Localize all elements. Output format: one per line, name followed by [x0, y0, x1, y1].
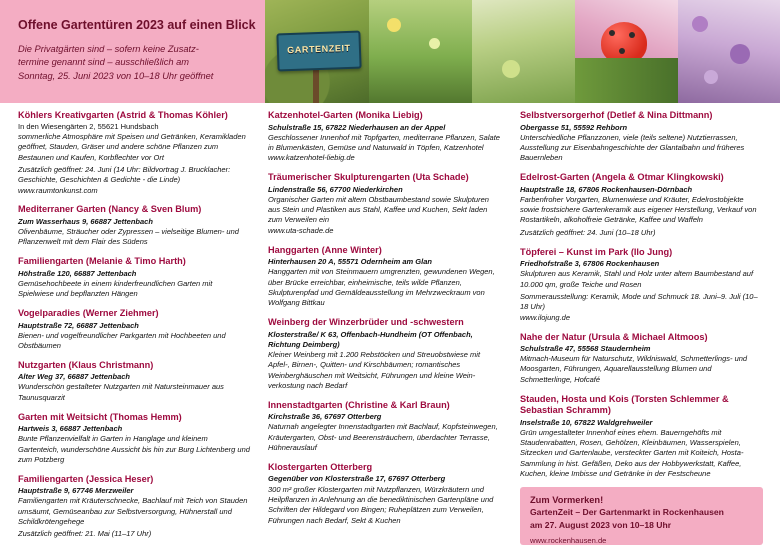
- garden-title: [18, 110, 250, 122]
- garden-title: [268, 245, 500, 257]
- header-text-block: [18, 18, 258, 83]
- garden-title: [18, 204, 250, 216]
- garden-entry: [268, 317, 500, 391]
- garden-entry: [18, 474, 250, 540]
- garden-address: Hartweis 3, 66887 Jettenbach: [18, 424, 123, 434]
- header-subtitle-line1: Die Privatgärten sind – sofern keine Zusatz-: [18, 43, 199, 54]
- garden-name: Töpferei – Kunst im Park: [520, 246, 629, 257]
- garden-description: Skulpturen aus Keramik, Stahl und Holz unter altem Baumbestand auf 10.000 qm, große Teiche und Rosen: [520, 269, 754, 289]
- header-subtitle-line2: termine genannt sind – ausschließlich am: [18, 57, 190, 68]
- garden-description: Kleiner Weinberg mit 1.200 Rebstöcken und Streuobstwiese mit Apfel-, Birnen-, Quitten- und Kirschbäumen; romantisches Weinberghäuschen mit Weitsicht, Führungen und kleine Weinverkostung nach Bedarf: [268, 349, 481, 390]
- garden-name: Innenstadtgarten: [268, 399, 343, 410]
- garden-owner: (Monika Liebig): [355, 110, 423, 120]
- garden-title: [18, 360, 250, 372]
- save-the-date-link[interactable]: www.rockenhausen.de: [530, 536, 607, 546]
- garden-entry: [18, 412, 250, 466]
- garden-address: Obergasse 51, 55592 Rehborn: [520, 122, 628, 132]
- garden-title: [18, 308, 250, 320]
- photo-green-garden: [369, 0, 472, 103]
- content-columns: [0, 103, 780, 552]
- garden-owner: (Melanie & Timo Harth): [85, 256, 186, 267]
- garden-entry: [18, 256, 250, 299]
- garden-name: Selbstversorgerhof: [520, 110, 605, 120]
- garden-owner: (Astrid & Thomas Köhler): [116, 110, 228, 120]
- garden-owner: (Thomas Hemm): [109, 411, 182, 422]
- page-title: Offene Gartentüren 2023 auf einen Blick: [18, 18, 256, 32]
- flower-dab: [387, 18, 401, 32]
- garden-name: Klostergarten Otterberg: [268, 461, 373, 472]
- garden-entry: [268, 462, 500, 526]
- flower-dab: [692, 16, 708, 32]
- garden-address: Friedhofstraße 3, 67806 Rockenhausen: [520, 259, 660, 269]
- garden-entry: [520, 247, 763, 323]
- garden-description: 300 m² großer Klostergarten mit Nutzpflanzen, Würzkräutern und Heilpflanzen in Anlehnung an die benediktinischen Gartenpläne und Schriften der Hildegard von Bingen; Ruheplätzen zum Verweilen, Führungen nach Bedarf, Sekt & Kuchen: [268, 484, 494, 525]
- garden-name: Köhlers Kreativgarten: [18, 110, 114, 120]
- garden-address: Hauptstraße 72, 66887 Jettenbach: [18, 320, 139, 330]
- garden-name: Stauden, Hosta und Kois: [520, 393, 629, 404]
- garden-entry: [268, 172, 500, 236]
- garden-address: Höhstraße 120, 66887 Jettenbach: [18, 268, 137, 278]
- garden-name: Träumerischer Skulpturengarten: [268, 172, 410, 183]
- column-2: [268, 110, 500, 534]
- garden-website[interactable]: www.katzenhotel-liebig.de: [268, 153, 355, 163]
- garden-title: [520, 247, 763, 259]
- garden-description: sommerliche Atmosphäre mit Speisen und Getränken, Keramikladen geöffnet, Stauden, Gräser und andere schöne Pflanzen zum Bestaunen und Kaufen, Korbflechter vor Ort: [18, 131, 246, 162]
- garden-description: Wunderschön gestalteter Nutzgarten mit Natursteinmauer aus Taunusquarzit: [18, 382, 224, 402]
- garden-title: [520, 332, 763, 344]
- garden-name: Garten mit Weitsicht: [18, 411, 108, 422]
- garden-title: [268, 172, 500, 184]
- garden-owner: (Klaus Christmann): [68, 359, 154, 370]
- garden-entry: [18, 110, 250, 196]
- garden-address: Gegenüber von Klosterstraße 17, 67697 Otterberg: [268, 474, 446, 484]
- garden-description: Geschlossener Innenhof mit Topfgarten, mediterrane Pflanzen, Salate in Blumenkästen, Gemüse und Naturwald in Töpfen, Katzenhotel: [268, 132, 500, 152]
- garden-address: Hauptstraße 9, 67746 Merzweiler: [18, 486, 134, 496]
- garden-description: Grün umgestalteter Innenhof eines ehem. Bauerngehöfts mit Staudenrabatten, Rosen, Gehölzen, Kleinbäumen, Wasserspielen, Sitzecken und Gartenlaube, versteckter Garten mit Koiteich, Hosta-Sammlung in hist. Gefäßen, Deko aus der Hobbywerkstatt, Kaffee, Kuchen, kleine Imbisse und Getränke in der Festscheune: [520, 427, 744, 479]
- photo-purple-flowers: [678, 0, 780, 103]
- save-the-date-title: Zum Vormerken!: [530, 495, 604, 505]
- garden-entry: [18, 360, 250, 403]
- garden-owner: (Detlef & Nina Dittmann): [606, 110, 713, 120]
- flower-dab: [730, 44, 750, 64]
- garden-name: Familiengarten: [18, 473, 84, 484]
- garden-address: Schulstraße 47, 55568 Staudernheim: [520, 344, 651, 353]
- garden-owner: (Anne Winter): [321, 244, 382, 255]
- garden-entry: [520, 172, 763, 238]
- garden-entry: [520, 394, 763, 480]
- flower-dab: [704, 70, 718, 84]
- garden-name: Mediterraner Garten: [18, 204, 106, 215]
- column-1: [18, 110, 250, 548]
- garden-address: Zum Wasserhaus 9, 66887 Jettenbach: [18, 216, 153, 226]
- garden-description: Organischer Garten mit altem Obstbaumbestand sowie Skulpturen aus Stein und Plastiken aus Stahl, Kaffee und Kuchen, Sekt laden zum Verweilen ein: [268, 194, 489, 225]
- garden-name: Edelrost-Garten: [520, 172, 590, 183]
- garden-entry: [268, 400, 500, 454]
- garden-description: Bienen- und vogelfreundlicher Parkgarten mit Hochbeeten und Obstbäumen: [18, 330, 226, 350]
- garden-name: Katzenhotel-Garten: [268, 110, 353, 120]
- garden-description: Unterschiedliche Pflanzzonen, viele (teils seltene) Nutztierrassen, Ausstellung zur Eisenbahngeschichte der Glantalbahn und früheres Bauernleben: [520, 132, 745, 163]
- gartenzeit-sign: [276, 31, 361, 72]
- photo-path-garden: [472, 0, 575, 103]
- save-the-date-box: [520, 487, 763, 545]
- garden-title: [268, 462, 500, 474]
- garden-title: [520, 394, 763, 417]
- garden-name: Nutzgarten: [18, 359, 66, 370]
- garden-owner: (Nancy & Sven Blum): [108, 204, 202, 215]
- garden-owner: (Ilo Jung): [630, 246, 673, 257]
- flower-dab: [502, 60, 520, 78]
- garden-title: [268, 400, 500, 412]
- garden-description: Bunte Pflanzenvielfalt in Garten in Hanglage und kleinem Gartenteich, wunderschöne Aussicht bis hin zur Burg Lichtenberg und zum Potzberg: [18, 434, 250, 464]
- save-the-date-when: am 27. August 2023 von 10–18 Uhr: [530, 520, 672, 531]
- garden-title: [18, 412, 250, 424]
- garden-title: [520, 172, 763, 184]
- photo-garden-sign: [265, 0, 369, 103]
- garden-owner: (Torsten Schlemmer & Sebastian Schramm): [520, 393, 729, 416]
- header-photo-strip: [265, 0, 780, 103]
- garden-address: Klosterstraße/ K 63, Offenbach-Hundheim (OT Offenbach, Richtung Deimberg): [268, 329, 473, 349]
- garden-description: Farbenfroher Vorgarten, Blumenwiese und Kräuter, Edelrostobjekte sowie frostsichere Gartenkeramik aus eigener Herstellung, Verkauf von Rostartikeln, alkoholfreie Getränke, Kaffee und Waffeln: [520, 194, 757, 225]
- garden-entry: [18, 308, 250, 351]
- garden-website[interactable]: www.raumtonkunst.com: [18, 185, 98, 195]
- garden-name: Vogelparadies: [18, 308, 81, 319]
- garden-extra-info: Zusätzlich geöffnet: 21. Mai (11–17 Uhr): [18, 529, 152, 539]
- garden-address: Alter Weg 37, 66887 Jettenbach: [18, 372, 130, 382]
- garden-title: [520, 110, 763, 122]
- garden-owner: (Ursula & Michael Altmoos): [588, 331, 708, 342]
- garden-name: Nahe der Natur: [520, 331, 586, 342]
- garden-address: In den Wiesengärten 2, 55621 Hundsbach: [18, 121, 159, 131]
- photo-ladybug-sculpture: [575, 0, 678, 103]
- garden-owner: (Werner Ziehmer): [82, 308, 159, 319]
- garden-owner: (Christine & Karl Braun): [345, 399, 450, 410]
- garden-owner: (Jessica Heser): [85, 473, 154, 484]
- garden-website[interactable]: www.ilojung.de: [520, 312, 571, 322]
- garden-description: Hanggarten mit von Steinmauern umgrenzten, gewundenen Wegen, über Brücke erreichbar, einheimische, teils wilde Pflanzen, Skulpturenpfad und Gemäldeausstellung im Mehrzweckraum von Wolfgang Bittkau: [268, 267, 495, 308]
- flower-dab: [429, 38, 440, 49]
- garden-description: Familiengarten mit Kräuterschnecke, Bachlauf mit Teich von Stauden umsäumt, Gemüseanbau zur Selbstversorgung, Hühnerstall und Schildkrötengehege: [18, 496, 248, 527]
- garden-title: [268, 317, 500, 329]
- garden-entry: [520, 110, 763, 164]
- garden-extra-info: Sommerausstellung: Keramik, Mode und Schmuck 18. Juni–9. Juli (10–18 Uhr): [520, 291, 758, 312]
- garden-description: Mitmach-Museum für Naturschutz, Wildniswald, Schmetterlings- und Moosgarten, Führungen, Aquarellausstellung Blumen und Schmetterlinge, Hofcafé: [520, 354, 748, 384]
- garden-address: Schulstraße 15, 67822 Niederhausen an der Appel: [268, 122, 446, 132]
- garden-address: Kirchstraße 36, 67697 Otterberg: [268, 412, 382, 422]
- header-subtitle-line3: Sonntag, 25. Juni 2023 von 10–18 Uhr geöffnet: [18, 70, 214, 81]
- column-3: [520, 110, 763, 488]
- garden-description: Naturnah angelegter Innenstadtgarten mit Bachlauf, Kopfsteinwegen, Kräutergarten, Obst- und Beerensträuchern, überdachter Terrasse, Hühnerauslauf: [268, 422, 498, 453]
- garden-address: Lindenstraße 56, 67700 Niederkirchen: [268, 184, 403, 194]
- garden-title: [18, 256, 250, 268]
- garden-entry: [520, 332, 763, 386]
- garden-owner: (Uta Schade): [412, 172, 469, 183]
- garden-name: Weinberg der Winzerbrüder und -schwestern: [268, 317, 464, 328]
- garden-address: Hinterhausen 20 A, 55571 Odernheim am Glan: [268, 257, 432, 267]
- garden-owner: (Angela & Otmar Klingkowski): [592, 172, 724, 183]
- garden-address: Inselstraße 10, 67822 Waldgrehweiler: [520, 417, 653, 427]
- save-the-date-event: GartenZeit – Der Gartenmarkt in Rockenhausen: [530, 507, 724, 517]
- garden-entry: [18, 204, 250, 247]
- garden-entry: [268, 245, 500, 309]
- garden-website[interactable]: www.uta-schade.de: [268, 225, 334, 235]
- garden-title: [18, 474, 250, 486]
- garden-address: Hauptstraße 18, 67806 Rockenhausen-Dörnbach: [520, 184, 693, 194]
- garden-extra-info: Zusätzlich geöffnet: 24. Juni (10–18 Uhr): [520, 227, 656, 237]
- garden-title: [268, 110, 500, 122]
- garden-entry: [268, 110, 500, 164]
- header-banner: [0, 0, 780, 103]
- header-subtitle: [18, 43, 258, 83]
- garden-name: Hanggarten: [268, 244, 320, 255]
- gartenzeit-sign-label: GARTENZEIT: [287, 42, 351, 56]
- garden-description: Gemüsehochbeete in einem kinderfreundlichen Garten mit Spielwiese und bepflanzten Hängen: [18, 278, 213, 299]
- garden-extra-info: Zusätzlich geöffnet: 24. Juni (14 Uhr: Bildvortrag J. Brucklacher: Geschichte, Geschichten & Gedichte - die Linde): [18, 164, 231, 185]
- foliage-band: [575, 58, 678, 103]
- garden-name: Familiengarten: [18, 256, 84, 267]
- garden-description: Olivenbäume, Sträucher oder Zypressen – vielseitige Blumen- und Pflanzenwelt mit dem Flair des Südens: [18, 227, 239, 247]
